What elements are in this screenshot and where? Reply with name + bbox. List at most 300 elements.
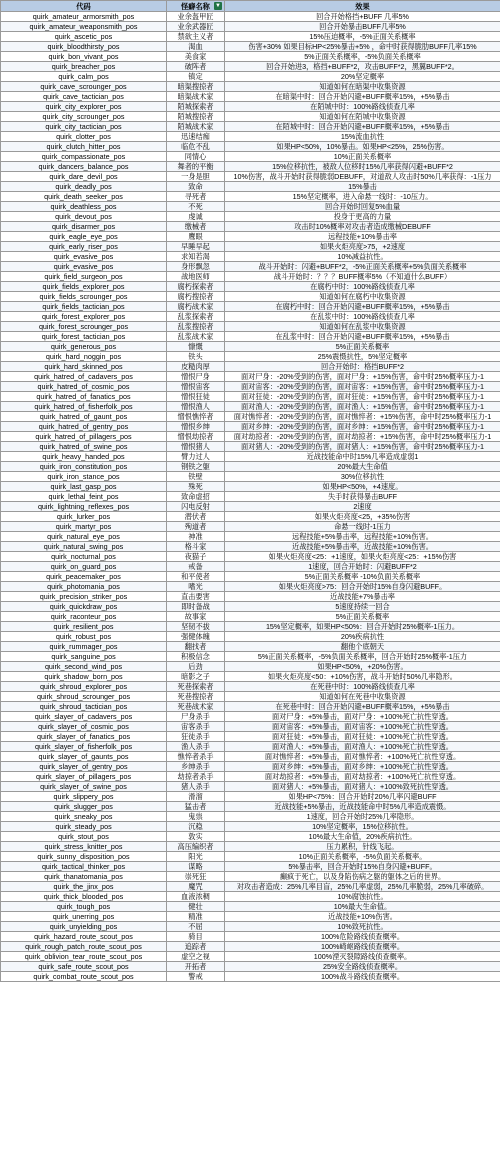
cell-code[interactable]: quirk_thanatomania_pos: [1, 872, 167, 882]
table-row: [1, 752, 500, 762]
cell-effect[interactable]: 100%崎岖路线侦查概率。: [225, 942, 500, 952]
cell-effect[interactable]: 命悬一线时-1压力: [225, 522, 500, 532]
cell-code[interactable]: quirk_fields_scrounger_pos: [1, 292, 167, 302]
cell-effect[interactable]: 远程技能+10%暴击率: [225, 232, 500, 242]
cell-quirk-name[interactable]: 乱浆战术家: [167, 332, 225, 342]
cell-effect[interactable]: 15%压迫概率，-5%正面关系概率: [225, 32, 500, 42]
table-row: [1, 662, 500, 672]
cell-code[interactable]: quirk_evasive_pos: [1, 262, 167, 272]
cell-code[interactable]: quirk_hatred_of_fisherfolk_pos: [1, 402, 167, 412]
cell-quirk-name[interactable]: 美食家: [167, 52, 225, 62]
cell-quirk-name[interactable]: 宙客杀手: [167, 722, 225, 732]
cell-effect[interactable]: 压力累积，针线飞起。: [225, 842, 500, 852]
cell-code[interactable]: quirk_peacemaker_pos: [1, 572, 167, 582]
cell-code[interactable]: quirk_unerring_pos: [1, 912, 167, 922]
cell-code[interactable]: quirk_lightning_reflexes_pos: [1, 502, 167, 512]
cell-code[interactable]: quirk_rummager_pos: [1, 642, 167, 652]
cell-effect[interactable]: 面对宙客：+5%暴击，面对宙客：+100%死亡抗性穿透。: [225, 722, 500, 732]
cell-quirk-name[interactable]: 殊死: [167, 482, 225, 492]
cell-effect[interactable]: 面对乡绅：-20%受到的伤害，面对乡绅：+15%伤害，命中时25%概率压力-1: [225, 422, 500, 432]
cell-effect[interactable]: 如果火炬亮度>75，+2速度: [225, 242, 500, 252]
cell-quirk-name[interactable]: 憔悴者杀手: [167, 752, 225, 762]
cell-effect[interactable]: 如果火炬亮度<25：+1速度，如果火炬亮度<25：+15%伤害: [225, 552, 500, 562]
cell-code[interactable]: quirk_deadly_pos: [1, 182, 167, 192]
cell-code[interactable]: quirk_hatred_of_fanatics_pos: [1, 392, 167, 402]
cell-quirk-name[interactable]: 破阵者: [167, 62, 225, 72]
cell-effect[interactable]: 在陌城中时：100%路线侦查几率: [225, 102, 500, 112]
cell-code[interactable]: quirk_fields_tactician_pos: [1, 302, 167, 312]
cell-code[interactable]: quirk_tough_pos: [1, 902, 167, 912]
cell-effect[interactable]: 如果HP<50%，+4速度。: [225, 482, 500, 492]
table-row: [1, 462, 500, 472]
cell-code[interactable]: quirk_amateur_weaponsmith_pos: [1, 22, 167, 32]
cell-quirk-name[interactable]: 翻找者: [167, 642, 225, 652]
cell-quirk-name[interactable]: 戒备: [167, 562, 225, 572]
cell-code[interactable]: quirk_eagle_eye_pos: [1, 232, 167, 242]
cell-effect[interactable]: 20%坚定概率: [225, 72, 500, 82]
cell-quirk-name[interactable]: 健壮: [167, 902, 225, 912]
cell-quirk-name[interactable]: 腐朽探索者: [167, 282, 225, 292]
cell-quirk-name[interactable]: 虔诚: [167, 212, 225, 222]
cell-quirk-name[interactable]: 憎恨猪人: [167, 442, 225, 452]
cell-quirk-name[interactable]: 神准: [167, 532, 225, 542]
cell-quirk-name[interactable]: 暗影之子: [167, 672, 225, 682]
cell-effect[interactable]: 在腐朽中时：100%路线侦查几率: [225, 282, 500, 292]
cell-effect[interactable]: 10%最大生命值，20%疾病抗性。: [225, 832, 500, 842]
cell-quirk-name[interactable]: 故事家: [167, 612, 225, 622]
cell-code[interactable]: quirk_city_scrounger_pos: [1, 112, 167, 122]
cell-quirk-name[interactable]: 业余武器匠: [167, 22, 225, 32]
cell-code[interactable]: quirk_resilient_pos: [1, 622, 167, 632]
cell-quirk-name[interactable]: 不屈: [167, 922, 225, 932]
cell-effect[interactable]: 知道如何在乱浆中收集资源: [225, 322, 500, 332]
cell-effect[interactable]: 10%致死抗性。: [225, 922, 500, 932]
cell-effect[interactable]: 在陌城中时：回合开始闪避+BUFF概率15%，+5%暴击: [225, 122, 500, 132]
cell-quirk-name[interactable]: 憎恨渔人: [167, 402, 225, 412]
cell-code[interactable]: quirk_early_riser_pos: [1, 242, 167, 252]
cell-effect[interactable]: 如果HP<50%，+20%伤害。: [225, 662, 500, 672]
cell-quirk-name[interactable]: 舞者的平衡: [167, 162, 225, 172]
cell-quirk-name[interactable]: 业余盔甲匠: [167, 12, 225, 22]
cell-code[interactable]: quirk_hatred_of_swine_pos: [1, 442, 167, 452]
cell-code[interactable]: quirk_dare_devil_pos: [1, 172, 167, 182]
cell-quirk-name[interactable]: 不死: [167, 202, 225, 212]
cell-effect[interactable]: 1速度，回合开始时25%几率隐形。: [225, 812, 500, 822]
cell-code[interactable]: quirk_forest_tactician_pos: [1, 332, 167, 342]
cell-quirk-name[interactable]: 阳光: [167, 852, 225, 862]
cell-code[interactable]: quirk_hatred_of_cadavers_pos: [1, 372, 167, 382]
cell-quirk-name[interactable]: 滑溜: [167, 792, 225, 802]
cell-effect[interactable]: 远程技能+5%暴击率，远程技能+10%伤害。: [225, 532, 500, 542]
cell-effect[interactable]: 在死巷中时：100%路线侦查几率: [225, 682, 500, 692]
cell-effect[interactable]: 在腐朽中时：回合开始闪避+BUFF概率15%，+5%暴击: [225, 302, 500, 312]
cell-effect[interactable]: 面对憔悴者：-20%受到的伤害，面对憔悴者：+15%伤害，命中时25%概率压力-1: [225, 412, 500, 422]
cell-effect[interactable]: 知道如何在腐朽中收集资源: [225, 292, 500, 302]
cell-code[interactable]: quirk_slayer_of_cosmic_pos: [1, 722, 167, 732]
cell-code[interactable]: quirk_slippery_pos: [1, 792, 167, 802]
cell-quirk-name[interactable]: 战地医师: [167, 272, 225, 282]
header-quirk-name[interactable]: [167, 1, 225, 12]
cell-quirk-name[interactable]: 直击要害: [167, 592, 225, 602]
cell-code[interactable]: quirk_tactical_thinker_pos: [1, 862, 167, 872]
cell-quirk-name[interactable]: 猪人杀手: [167, 782, 225, 792]
cell-quirk-name[interactable]: 乱浆探索者: [167, 312, 225, 322]
cell-quirk-name[interactable]: 高压编织者: [167, 842, 225, 852]
cell-code[interactable]: quirk_forest_explorer_pos: [1, 312, 167, 322]
cell-quirk-name[interactable]: 乱浆搜掠者: [167, 322, 225, 332]
cell-effect[interactable]: 10%坚定概率，15%位移抗性。: [225, 822, 500, 832]
cell-effect[interactable]: 10%伤害，战斗开始时获得脆弱DEBUFF，对道敌人攻击时50%几率获得：-1压力: [225, 172, 500, 182]
table-row: [1, 82, 500, 92]
cell-code[interactable]: quirk_lethal_feint_pos: [1, 492, 167, 502]
cell-effect[interactable]: 10%腐蚀抗性。: [225, 892, 500, 902]
cell-code[interactable]: quirk_quickdraw_pos: [1, 602, 167, 612]
cell-effect[interactable]: 如果火炬亮度<50：+10%伤害，战斗开始时50%几率隐形。: [225, 672, 500, 682]
cell-effect[interactable]: 10%正面关系概率，-5%负面关系概率。: [225, 852, 500, 862]
cell-quirk-name[interactable]: 憎恨乡绅: [167, 422, 225, 432]
cell-code[interactable]: quirk_lurker_pos: [1, 512, 167, 522]
cell-effect[interactable]: 15%位移抗性，被敌人位移时15%几率获得闪避+BUFF*2: [225, 162, 500, 172]
cell-effect[interactable]: 在乱浆中时：100%路线侦查几率: [225, 312, 500, 322]
cell-code[interactable]: quirk_slayer_of_gaunts_pos: [1, 752, 167, 762]
cell-quirk-name[interactable]: 格斗家: [167, 542, 225, 552]
cell-quirk-name[interactable]: 死巷探索者: [167, 682, 225, 692]
cell-code[interactable]: quirk_photomania_pos: [1, 582, 167, 592]
cell-code[interactable]: quirk_the_jinx_pos: [1, 882, 167, 892]
cell-effect[interactable]: 面对猪人：+5%暴击，面对猪人：+100%致死抗性穿透。: [225, 782, 500, 792]
cell-code[interactable]: quirk_bloodthirsty_pos: [1, 42, 167, 52]
cell-code[interactable]: quirk_shroud_tactician_pos: [1, 702, 167, 712]
cell-quirk-name[interactable]: 临危不乱: [167, 142, 225, 152]
cell-code[interactable]: quirk_calm_pos: [1, 72, 167, 82]
cell-effect[interactable]: 15%坚定概率，如果HP<50%：回合开始时25%概率-1压力。: [225, 622, 500, 632]
cell-effect[interactable]: 近战技能+7%暴击率: [225, 592, 500, 602]
cell-quirk-name[interactable]: 殉道者: [167, 522, 225, 532]
cell-quirk-name[interactable]: 钢铁之躯: [167, 462, 225, 472]
cell-effect[interactable]: 回合开始暴击BUFF几率5%: [225, 22, 500, 32]
cell-quirk-name[interactable]: 铁壁: [167, 472, 225, 482]
cell-code[interactable]: quirk_ascetic_pos: [1, 32, 167, 42]
cell-quirk-name[interactable]: 警戒: [167, 972, 225, 982]
cell-code[interactable]: quirk_city_explorer_pos: [1, 102, 167, 112]
cell-code[interactable]: quirk_cave_tactician_pos: [1, 92, 167, 102]
cell-effect[interactable]: 知道如何在死巷中收集资源: [225, 692, 500, 702]
cell-code[interactable]: quirk_slayer_of_gentry_pos: [1, 762, 167, 772]
cell-effect[interactable]: 失手时获得暴击BUFF: [225, 492, 500, 502]
cell-quirk-name[interactable]: 和平使者: [167, 572, 225, 582]
cell-effect[interactable]: 面对憔悴者：+5%暴击，面对憔悴者：+100%死亡抗性穿透。: [225, 752, 500, 762]
cell-code[interactable]: quirk_raconteur_pos: [1, 612, 167, 622]
cell-effect[interactable]: 25%震慑抗性，5%坚定概率: [225, 352, 500, 362]
cell-quirk-name[interactable]: 骑目: [167, 932, 225, 942]
cell-quirk-name[interactable]: 腐朽战术家: [167, 302, 225, 312]
cell-quirk-name[interactable]: 强健体魄: [167, 632, 225, 642]
cell-effect[interactable]: 5%正面关系概率: [225, 342, 500, 352]
cell-code[interactable]: quirk_evasive_pos: [1, 252, 167, 262]
cell-effect[interactable]: 战斗开始时：闪避+BUFF*2，-5%正面关系概率+5%负面关系概率: [225, 262, 500, 272]
cell-effect[interactable]: 5速度持续一回合: [225, 602, 500, 612]
cell-code[interactable]: quirk_steady_pos: [1, 822, 167, 832]
cell-quirk-name[interactable]: 憎恨宙客: [167, 382, 225, 392]
cell-quirk-name[interactable]: 憎恨憔悴者: [167, 412, 225, 422]
cell-code[interactable]: quirk_unyielding_pos: [1, 922, 167, 932]
cell-quirk-name[interactable]: 即时备战: [167, 602, 225, 612]
cell-effect[interactable]: 近战技能命中时15%几率造成虚弱1: [225, 452, 500, 462]
cell-code[interactable]: quirk_disarmer_pos: [1, 222, 167, 232]
cell-effect[interactable]: 近战技能+5%暴击率，近战技能+10%伤害。: [225, 542, 500, 552]
cell-code[interactable]: quirk_natural_swing_pos: [1, 542, 167, 552]
cell-effect[interactable]: 投身于更高的力量: [225, 212, 500, 222]
cell-effect[interactable]: 回合开始进3，格挡+BUFF*2，攻击BUFF*2，黑翼BUFF*2。: [225, 62, 500, 72]
cell-effect[interactable]: 在乱浆中时：回合开始闪避+BUFF概率15%，+5%暴击: [225, 332, 500, 342]
cell-effect[interactable]: 5%正面关系概率，-5%负面关系概率: [225, 52, 500, 62]
cell-quirk-name[interactable]: 坚韧不拔: [167, 622, 225, 632]
cell-code[interactable]: quirk_hazard_route_scout_pos: [1, 932, 167, 942]
cell-code[interactable]: quirk_hatred_of_cosmic_pos: [1, 382, 167, 392]
cell-quirk-name[interactable]: 渴血: [167, 42, 225, 52]
cell-code[interactable]: quirk_safe_route_scout_pos: [1, 962, 167, 972]
cell-quirk-name[interactable]: 铁头: [167, 352, 225, 362]
cell-code[interactable]: quirk_dancers_balance_pos: [1, 162, 167, 172]
table-row: [1, 382, 500, 392]
cell-quirk-name[interactable]: 憎恨劫掠者: [167, 432, 225, 442]
cell-quirk-name[interactable]: 乡绅杀手: [167, 762, 225, 772]
cell-quirk-name[interactable]: 积极信念: [167, 652, 225, 662]
cell-code[interactable]: quirk_shroud_scrounger_pos: [1, 692, 167, 702]
cell-quirk-name[interactable]: 谋略: [167, 862, 225, 872]
cell-code[interactable]: quirk_slayer_of_pillagers_pos: [1, 772, 167, 782]
cell-effect[interactable]: 面对劫掠者：-20%受到的伤害，面对劫掠者：+15%伤害，命中时25%概率压力-1: [225, 432, 500, 442]
cell-quirk-name[interactable]: 夜猫子: [167, 552, 225, 562]
cell-quirk-name[interactable]: 憎恨尸身: [167, 372, 225, 382]
cell-code[interactable]: quirk_generous_pos: [1, 342, 167, 352]
cell-code[interactable]: quirk_robust_pos: [1, 632, 167, 642]
cell-code[interactable]: quirk_hatred_of_gentry_pos: [1, 422, 167, 432]
cell-effect[interactable]: 回合开始格挡+BUFF 几率5%: [225, 12, 500, 22]
cell-code[interactable]: quirk_rough_patch_route_scout_pos: [1, 942, 167, 952]
cell-quirk-name[interactable]: 精准: [167, 912, 225, 922]
cell-effect[interactable]: 癫疯于死亡，以及身陷伤病之躯的躯体之后的世界。: [225, 872, 500, 882]
header-effect[interactable]: 效果: [225, 1, 500, 12]
cell-code[interactable]: quirk_slayer_of_fanatics_pos: [1, 732, 167, 742]
cell-code[interactable]: quirk_sunny_disposition_pos: [1, 852, 167, 862]
cell-effect[interactable]: 20%疾病抗性: [225, 632, 500, 642]
cell-code[interactable]: quirk_hatred_of_gaunt_pos: [1, 412, 167, 422]
cell-effect[interactable]: 伤害+30% 如果目标HP<25%暴击+5% ，命中时获得脆肋BUFF几率15%: [225, 42, 500, 52]
cell-code[interactable]: quirk_devout_pos: [1, 212, 167, 222]
cell-code[interactable]: quirk_compassionate_pos: [1, 152, 167, 162]
cell-code[interactable]: quirk_deathless_pos: [1, 202, 167, 212]
cell-quirk-name[interactable]: 陌城探索者: [167, 102, 225, 112]
cell-code[interactable]: quirk_shadow_born_pos: [1, 672, 167, 682]
cell-code[interactable]: quirk_amateur_armorsmith_pos: [1, 12, 167, 22]
cell-effect[interactable]: 5%暴击率，回合开始时15%自身闪避+BUFF。: [225, 862, 500, 872]
cell-quirk-name[interactable]: 魔咒: [167, 882, 225, 892]
cell-code[interactable]: quirk_last_gasp_pos: [1, 482, 167, 492]
cell-code[interactable]: quirk_combat_route_scout_pos: [1, 972, 167, 982]
cell-quirk-name[interactable]: 腐朽搜掠者: [167, 292, 225, 302]
cell-code[interactable]: quirk_slayer_of_cadavers_pos: [1, 712, 167, 722]
cell-code[interactable]: quirk_slayer_of_fisherfolk_pos: [1, 742, 167, 752]
header-code[interactable]: 代码: [1, 1, 167, 12]
cell-quirk-name[interactable]: 死巷战术家: [167, 702, 225, 712]
cell-effect[interactable]: 如果HP<50%，10%暴击。如果HP<25%，25%伤害。: [225, 142, 500, 152]
cell-quirk-name[interactable]: 陌城搜掠者: [167, 112, 225, 122]
cell-effect[interactable]: 如果火炬亮度>75：回合开始时15%自身闪避BUFF。: [225, 582, 500, 592]
cell-quirk-name[interactable]: 缴械者: [167, 222, 225, 232]
cell-effect[interactable]: 15%暴击: [225, 182, 500, 192]
cell-code[interactable]: quirk_forest_scrounger_pos: [1, 322, 167, 332]
cell-code[interactable]: quirk_oblivion_tear_route_scout_pos: [1, 952, 167, 962]
cell-effect[interactable]: 15%流血抗性: [225, 132, 500, 142]
cell-quirk-name[interactable]: 开拓者: [167, 962, 225, 972]
cell-code[interactable]: quirk_hard_noggin_pos: [1, 352, 167, 362]
cell-quirk-name[interactable]: 死巷搜掠者: [167, 692, 225, 702]
cell-code[interactable]: quirk_cave_scrounger_pos: [1, 82, 167, 92]
cell-effect[interactable]: 面对劫掠者：+5%暴击，面对劫掠者：+100%死亡抗性穿透。: [225, 772, 500, 782]
cell-quirk-name[interactable]: 致命: [167, 182, 225, 192]
cell-quirk-name[interactable]: 尸身杀手: [167, 712, 225, 722]
cell-effect[interactable]: 战斗开始时：？？？BUFF概率5%（不知道什么BUFF）: [225, 272, 500, 282]
cell-code[interactable]: quirk_stress_knitter_pos: [1, 842, 167, 852]
cell-effect[interactable]: 面对渔人：+5%暴击，面对渔人：+100%死亡抗性穿透。: [225, 742, 500, 752]
cell-effect[interactable]: 知道如何在陌城中收集资源: [225, 112, 500, 122]
cell-code[interactable]: quirk_slugger_pos: [1, 802, 167, 812]
cell-code[interactable]: quirk_on_guard_pos: [1, 562, 167, 572]
cell-code[interactable]: quirk_sneaky_pos: [1, 812, 167, 822]
cell-quirk-name[interactable]: 早睡早起: [167, 242, 225, 252]
cell-effect[interactable]: 10%减益抗性。: [225, 252, 500, 262]
cell-quirk-name[interactable]: 虚空之视: [167, 952, 225, 962]
cell-code[interactable]: quirk_city_tactician_pos: [1, 122, 167, 132]
cell-effect[interactable]: 如果火炬亮度<25，+35%伤害: [225, 512, 500, 522]
cell-quirk-name[interactable]: 暗渠战术家: [167, 92, 225, 102]
cell-quirk-name[interactable]: 镇定: [167, 72, 225, 82]
cell-code[interactable]: quirk_iron_stance_pos: [1, 472, 167, 482]
cell-quirk-name[interactable]: 陌城战术家: [167, 122, 225, 132]
cell-quirk-name[interactable]: 求知若渴: [167, 252, 225, 262]
cell-effect[interactable]: 面对狂徒：-20%受到的伤害，面对狂徒：+15%伤害，命中时25%概率压力-1: [225, 392, 500, 402]
cell-code[interactable]: quirk_shroud_explorer_pos: [1, 682, 167, 692]
cell-effect[interactable]: 5%正面关系概率，-5%负面关系概率，回合开始时25%概率-1压力: [225, 652, 500, 662]
cell-quirk-name[interactable]: 敦实: [167, 832, 225, 842]
cell-effect[interactable]: 对攻击者造成：25%几率目盲，25%几率虚弱，25%几率脆弱，25%几率破碎。: [225, 882, 500, 892]
cell-quirk-name[interactable]: 潜伏者: [167, 512, 225, 522]
cell-effect[interactable]: 100%危险路线侦查概率。: [225, 932, 500, 942]
cell-effect[interactable]: 回合开始时回复5%血量: [225, 202, 500, 212]
cell-quirk-name[interactable]: 追踪者: [167, 942, 225, 952]
cell-quirk-name[interactable]: 崇死狂: [167, 872, 225, 882]
cell-quirk-name[interactable]: 禁欲主义者: [167, 32, 225, 42]
cell-quirk-name[interactable]: 血液浓稠: [167, 892, 225, 902]
cell-effect[interactable]: 面对宙客：-20%受到的伤害，面对宙客：+15%伤害，命中时25%概率压力-1: [225, 382, 500, 392]
cell-code[interactable]: quirk_natural_eye_pos: [1, 532, 167, 542]
cell-effect[interactable]: 如果HP<75%：回合开始时20%几率闪避BUFF: [225, 792, 500, 802]
cell-code[interactable]: quirk_thick_blooded_pos: [1, 892, 167, 902]
cell-quirk-name[interactable]: 鬼祟: [167, 812, 225, 822]
cell-effect[interactable]: 10%正面关系概率: [225, 152, 500, 162]
cell-effect[interactable]: 近战技能+5%暴击，近战技能命中时5%几率造成震慑。: [225, 802, 500, 812]
cell-effect[interactable]: 20%最大生命值: [225, 462, 500, 472]
cell-effect[interactable]: 在暗渠中时：回合开始闪避+BUFF概率15%，+5%暴击: [225, 92, 500, 102]
cell-code[interactable]: quirk_bon_vivant_pos: [1, 52, 167, 62]
cell-code[interactable]: quirk_clutch_hitter_pos: [1, 142, 167, 152]
cell-quirk-name[interactable]: 臂力过人: [167, 452, 225, 462]
cell-effect[interactable]: 面对尸身：+5%暴击，面对尸身：+100%死亡抗性穿透。: [225, 712, 500, 722]
cell-code[interactable]: quirk_field_surgeon_pos: [1, 272, 167, 282]
cell-quirk-name[interactable]: 沉稳: [167, 822, 225, 832]
cell-code[interactable]: quirk_stout_pos: [1, 832, 167, 842]
cell-quirk-name[interactable]: 寻死者: [167, 192, 225, 202]
cell-code[interactable]: quirk_precision_striker_pos: [1, 592, 167, 602]
cell-code[interactable]: quirk_iron_constitution_pos: [1, 462, 167, 472]
filter-icon[interactable]: ▼: [215, 3, 221, 9]
cell-quirk-name[interactable]: 一身是胆: [167, 172, 225, 182]
cell-effect[interactable]: 15%坚定概率，进入命悬一线时：-10压力。: [225, 192, 500, 202]
cell-effect[interactable]: 知道如何在暗渠中收集资源: [225, 82, 500, 92]
cell-quirk-name[interactable]: 暗渠搜掠者: [167, 82, 225, 92]
cell-effect[interactable]: 30%位移抗性: [225, 472, 500, 482]
cell-effect[interactable]: 面对猪人：-20%受到的伤害，面对猪人：+15%伤害，命中时25%概率压力-1: [225, 442, 500, 452]
cell-quirk-name[interactable]: 憎恨狂徒: [167, 392, 225, 402]
cell-effect[interactable]: 面对渔人：-20%受到的伤害，面对渔人：+15%伤害，命中时25%概率压力-1: [225, 402, 500, 412]
cell-code[interactable]: quirk_slayer_of_swine_pos: [1, 782, 167, 792]
cell-effect[interactable]: 面对尸身：-20%受到的伤害，面对尸身：+15%伤害，命中时25%概率压力-1: [225, 372, 500, 382]
cell-effect[interactable]: 翻他个底朝天: [225, 642, 500, 652]
cell-quirk-name[interactable]: 慷慨: [167, 342, 225, 352]
cell-effect[interactable]: 100%战斗路线侦查概率。: [225, 972, 500, 982]
cell-effect[interactable]: 回合开始时：格挡BUFF*2: [225, 362, 500, 372]
cell-quirk-name[interactable]: 嗜光: [167, 582, 225, 592]
cell-quirk-name[interactable]: 后劲: [167, 662, 225, 672]
cell-code[interactable]: quirk_hard_skinned_pos: [1, 362, 167, 372]
cell-quirk-name[interactable]: 身形飘忽: [167, 262, 225, 272]
cell-effect[interactable]: 1速度，回合开始时：闪避BUFF*2: [225, 562, 500, 572]
cell-code[interactable]: quirk_martyr_pos: [1, 522, 167, 532]
cell-effect[interactable]: 在死巷中时：回合开始闪避+BUFF概率15%，+5%暴击: [225, 702, 500, 712]
cell-code[interactable]: quirk_death_seeker_pos: [1, 192, 167, 202]
cell-effect[interactable]: 10%最大生命值。: [225, 902, 500, 912]
cell-effect[interactable]: 2速度: [225, 502, 500, 512]
cell-code[interactable]: quirk_second_wind_pos: [1, 662, 167, 672]
cell-effect[interactable]: 近战技能+10%伤害。: [225, 912, 500, 922]
cell-quirk-name[interactable]: 鹰眼: [167, 232, 225, 242]
cell-quirk-name[interactable]: 致命虚招: [167, 492, 225, 502]
cell-quirk-name[interactable]: 狂徒杀手: [167, 732, 225, 742]
cell-quirk-name[interactable]: 劫掠者杀手: [167, 772, 225, 782]
cell-quirk-name[interactable]: 迅速结痂: [167, 132, 225, 142]
cell-quirk-name[interactable]: 猛击者: [167, 802, 225, 812]
cell-code[interactable]: quirk_hatred_of_pillagers_pos: [1, 432, 167, 442]
cell-code[interactable]: quirk_heavy_handed_pos: [1, 452, 167, 462]
cell-effect[interactable]: 面对狂徒：+5%暴击，面对狂徒：+100%死亡抗性穿透。: [225, 732, 500, 742]
cell-effect[interactable]: 攻击时10%概率对攻击者造成缴械DEBUFF: [225, 222, 500, 232]
cell-effect[interactable]: 5%正面关系概率: [225, 612, 500, 622]
cell-code[interactable]: quirk_sanguine_pos: [1, 652, 167, 662]
cell-quirk-name[interactable]: 渔人杀手: [167, 742, 225, 752]
cell-quirk-name[interactable]: 皮糙肉厚: [167, 362, 225, 372]
cell-effect[interactable]: 100%湮灭裂隙路线侦查概率。: [225, 952, 500, 962]
cell-code[interactable]: quirk_fields_explorer_pos: [1, 282, 167, 292]
cell-quirk-name[interactable]: 闪电反射: [167, 502, 225, 512]
cell-code[interactable]: quirk_nocturnal_pos: [1, 552, 167, 562]
cell-effect[interactable]: 25%安全路线侦查概率。: [225, 962, 500, 972]
cell-effect[interactable]: 5%正面关系概率 -10%负面关系概率: [225, 572, 500, 582]
cell-code[interactable]: quirk_clotter_pos: [1, 132, 167, 142]
cell-effect[interactable]: 面对乡绅：+5%暴击，面对乡绅：+100%死亡抗性穿透。: [225, 762, 500, 772]
cell-quirk-name[interactable]: 同情心: [167, 152, 225, 162]
cell-code[interactable]: quirk_breacher_pos: [1, 62, 167, 72]
